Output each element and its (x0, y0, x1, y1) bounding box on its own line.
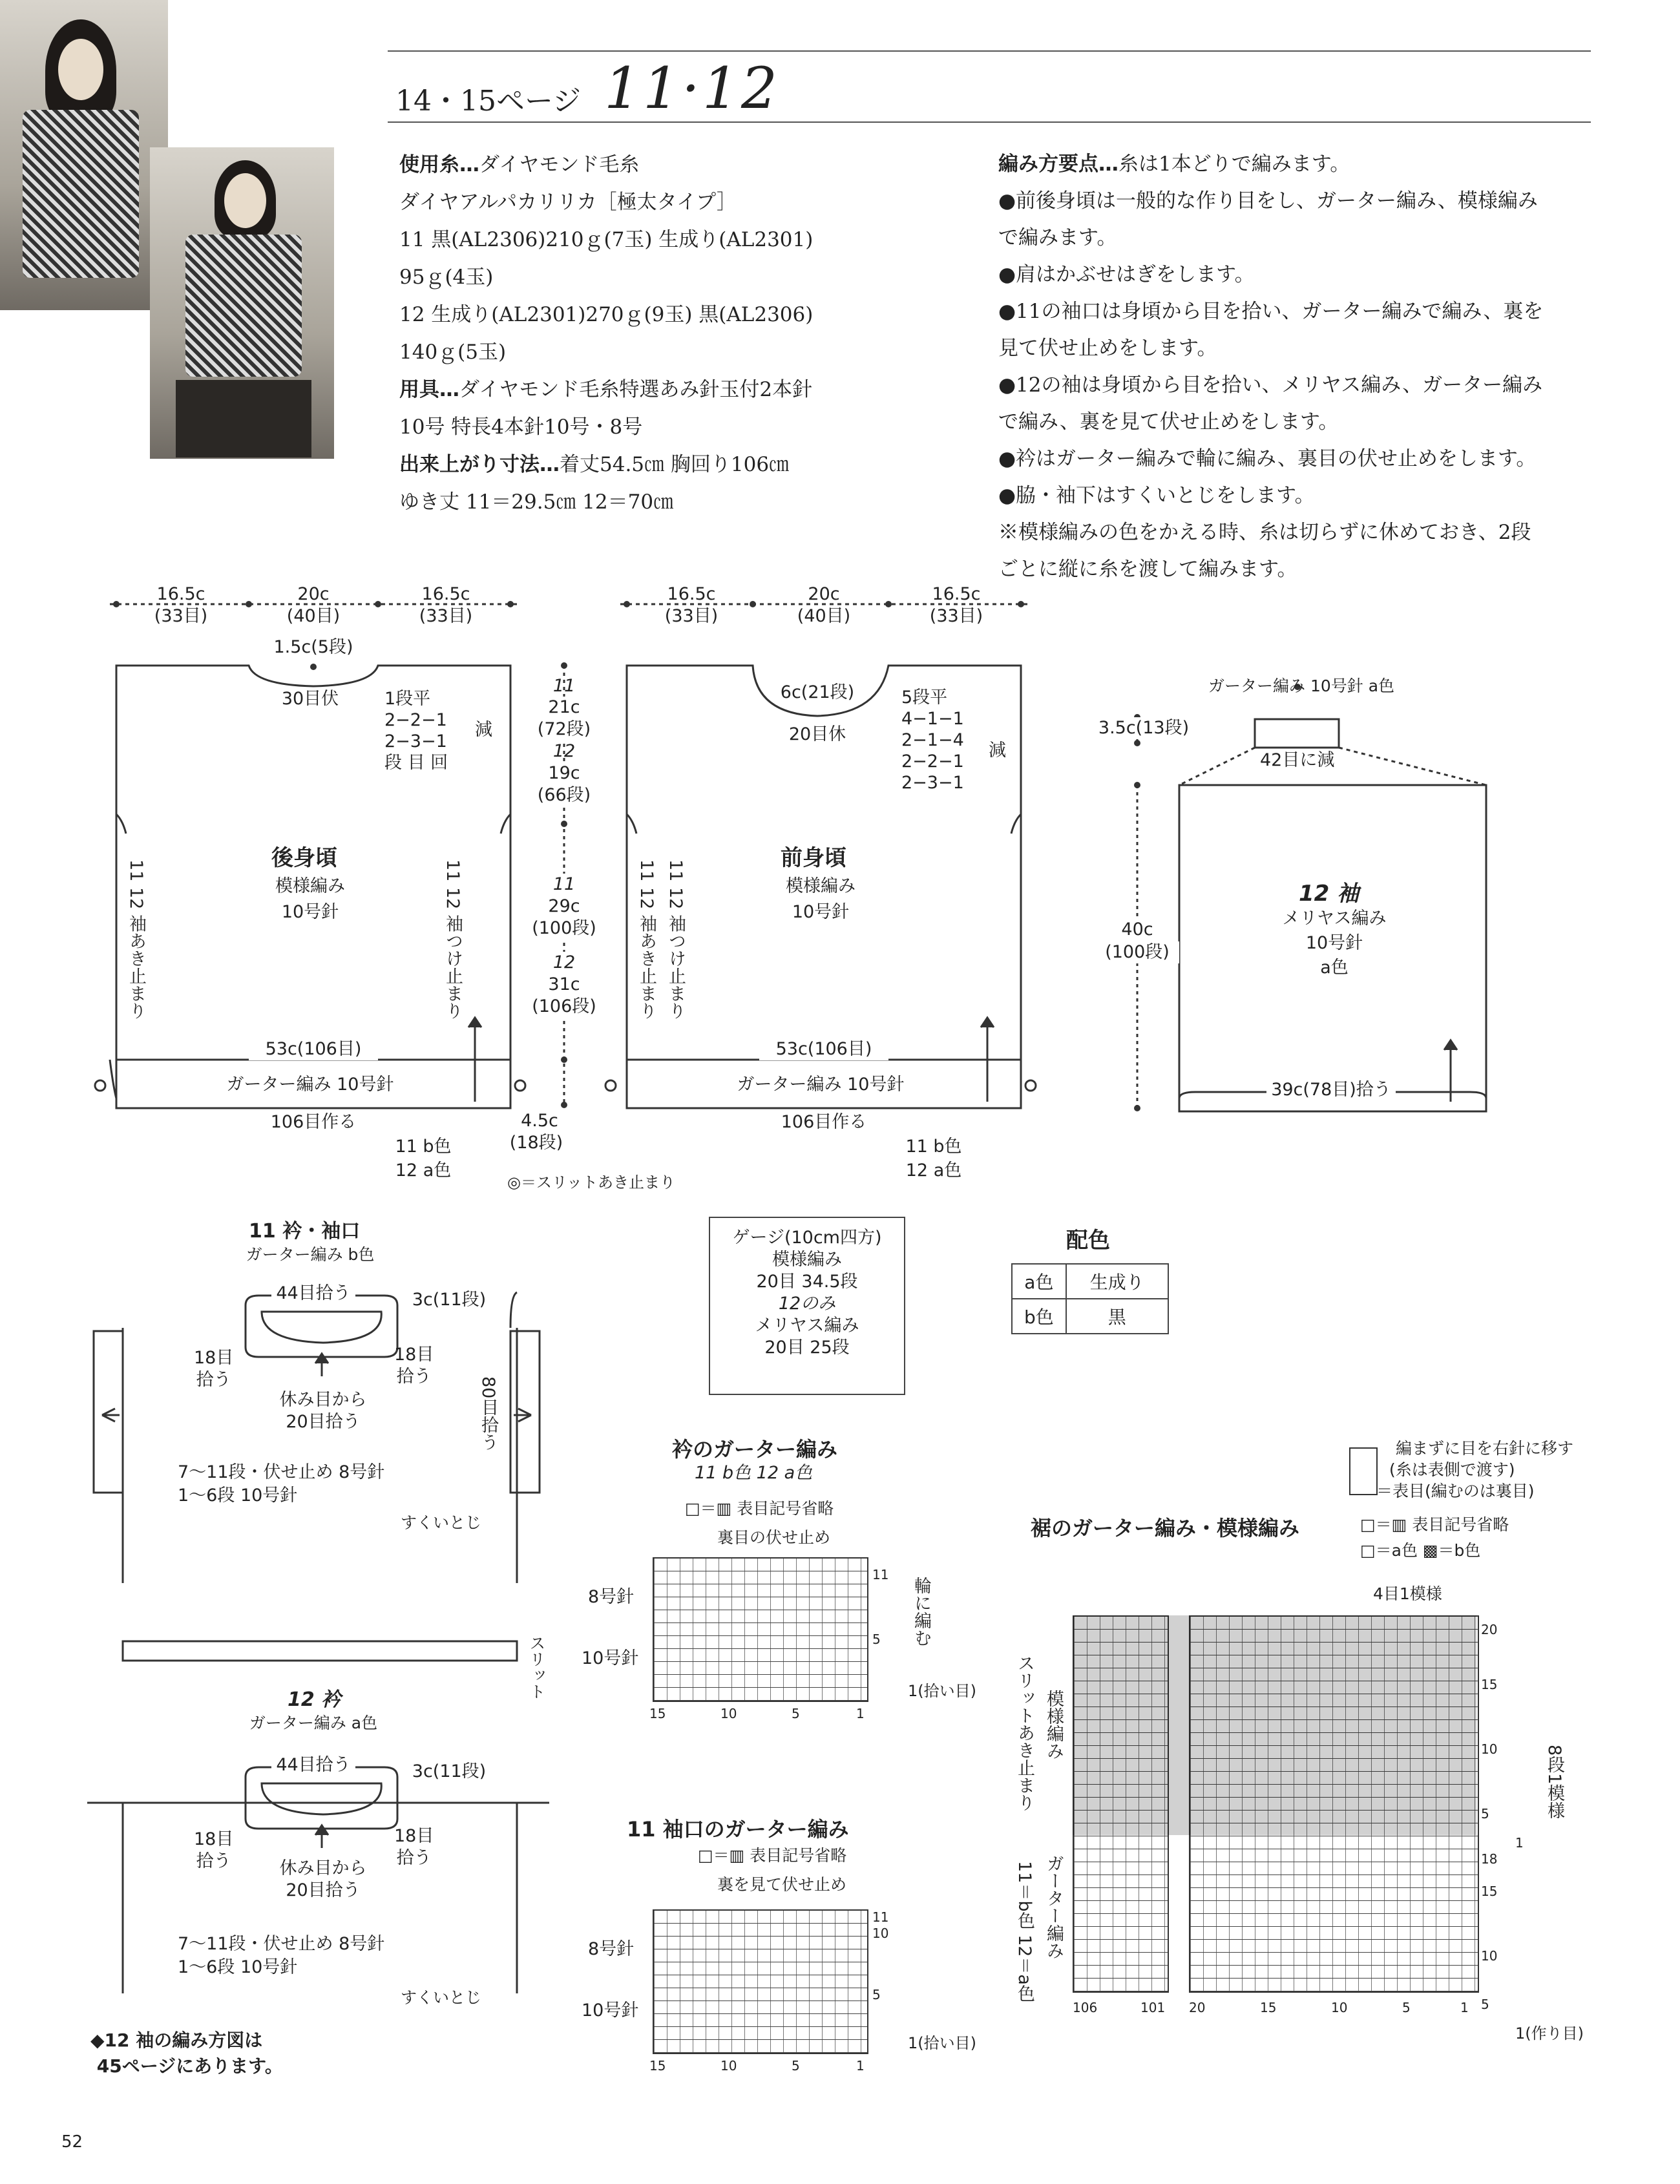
front-decrease: 5段平 4−1−1 2−1−4 2−2−1 2−3−1 (901, 688, 964, 793)
mid-band-rows: (18段) (509, 1133, 563, 1153)
cuff-chart-row10: 10 (872, 1926, 889, 1941)
sleeve-cuff-decrease: 42目に減 (1260, 750, 1335, 770)
hem-col5: 5 (1402, 2000, 1411, 2015)
mid-value-19c: 19c (533, 762, 595, 784)
collar-chart-row5: 5 (872, 1632, 881, 1647)
hem-slip-note2: (糸は表側で渡す) (1389, 1460, 1515, 1479)
hem-row18: 18 (1481, 1851, 1498, 1867)
hem-row20: 20 (1481, 1622, 1498, 1637)
hem-row1: 1 (1515, 1835, 1524, 1851)
gauge-box (709, 1217, 905, 1395)
page-reference: 14・15ページ (395, 85, 582, 118)
collar12-center: 休み目から 20目拾う (279, 1858, 367, 1900)
table-cell: a色 (1012, 1264, 1066, 1299)
sleeve-pickup: 39c(78目)拾う (1266, 1079, 1396, 1101)
hem-legend2: □＝a色 ▩＝b色 (1360, 1541, 1481, 1560)
back-dim-left: 16.5c (33目) (154, 584, 208, 626)
sleeve-stitch: メリヤス編み (1282, 908, 1387, 929)
knitting-points: 編み方要点…糸は1本どりで編みます。 ●前後身頃は一般的な作り目をし、ガーター編み、模様編み で編みます。 ●肩はかぶせはぎをします。 ●11の袖口は身頃から目を拾い、ガーター編みで編み、裏を 見て伏せ止めをします。 ●12の袖は身頃から目を拾い、メリヤス編み、ガーター編み で編み、裏を見て伏せ止めをします。 ●衿はガーター編みで輪に編み、裏目の伏せ止めをします。 ●脇・袖下はすくいとじをします。 ※模様編みの色をかえる時、糸は切らずに休めておき、2段 ごとに縦に糸を渡して編みます。 (998, 152, 1544, 581)
cuff-chart-pick: 1(拾い目) (908, 2034, 976, 2052)
hem-row15: 15 (1481, 1677, 1498, 1692)
collar11-seam: すくいとじ (401, 1513, 482, 1532)
table-cell: b色 (1012, 1299, 1066, 1334)
collar-chart-grid (653, 1557, 868, 1702)
cuff-chart-col1: 1 (856, 2058, 865, 2074)
sleeve-cuff-label: ガーター編み 10号針 a色 (1208, 677, 1395, 695)
slip-stitch-symbol (1349, 1447, 1378, 1495)
table-row (1012, 1264, 1168, 1299)
mid-rows-66: (66段) (527, 784, 602, 806)
collar-chart-row11: 11 (872, 1567, 889, 1582)
collar-chart-title: 衿のガーター編み (672, 1437, 838, 1462)
collar-chart-col1: 1 (856, 1706, 865, 1721)
gauge-stitch2: メリヤス編み (755, 1316, 859, 1336)
collar11-rows1: 7〜11段・伏せ止め 8号針 (178, 1462, 385, 1482)
sleeve-needle: 10号針 (1305, 933, 1363, 953)
cuff-chart-row5: 5 (872, 1987, 881, 2002)
back-neck-depth: 1.5c(5段) (273, 637, 353, 657)
mid-label-11b: 11 (543, 874, 585, 896)
sleeve-color: a色 (1320, 958, 1349, 978)
collar11-sub: ガーター編み b色 (246, 1245, 375, 1264)
front-color-11: 11 b色 (905, 1137, 962, 1157)
hem-slip-note3: ＝表目(編むのは裏目) (1376, 1482, 1535, 1500)
collar-chart-pick: 1(拾い目) (908, 1682, 976, 1700)
front-dim-center: 20c (40目) (797, 584, 851, 626)
back-slit-label-right: 11 12 袖つけ止まり (443, 859, 463, 1020)
back-color-11: 11 b色 (395, 1137, 452, 1157)
back-width: 53c(106目) (249, 1038, 378, 1060)
hem-cast-on: 1(作り目) (1515, 2024, 1584, 2042)
cuff-chart-legend: □＝▥ 表目記号省略 (698, 1846, 847, 1865)
item-number: 11·12 (604, 55, 780, 121)
hem-col101: 101 (1140, 2000, 1166, 2015)
hem-repeat: 4目1模様 (1373, 1584, 1442, 1603)
cuff-chart-needle10: 10号針 (582, 2000, 639, 2021)
mid-rows-106: (106段) (523, 996, 605, 1018)
front-decrease-label: 減 (989, 740, 1006, 761)
hem-row10: 10 (1481, 1741, 1498, 1757)
hem-col106: 106 (1073, 2000, 1098, 2015)
material-line: 140ｇ(5玉) (399, 341, 507, 364)
hem-legend1: □＝▥ 表目記号省略 (1360, 1515, 1509, 1534)
collar11-depth: 3c(11段) (412, 1290, 487, 1310)
hem-chart-title: 裾のガーター編み・模様編み (1031, 1516, 1300, 1540)
collar12-rows2: 1〜6段 10号針 (178, 1957, 298, 1977)
front-cast-on: 106目作る (772, 1111, 876, 1133)
mid-rows-72: (72段) (527, 719, 602, 740)
back-band: ガーター編み 10号針 (226, 1075, 394, 1095)
material-line: 使用糸…ダイヤモンド毛糸 (399, 153, 640, 176)
hem-side-colors: 11＝b色 12＝a色 (1014, 1861, 1034, 2002)
collar12-seam: すくいとじ (401, 1988, 482, 2007)
collar11-right: 18目 拾う (394, 1345, 434, 1387)
back-needle: 10号針 (281, 902, 339, 922)
front-title: 前身頃 (781, 845, 846, 871)
material-line: 11 黒(AL2306)210ｇ(7玉) 生成り(AL2301) (399, 228, 814, 251)
collar12-depth: 3c(11段) (412, 1761, 487, 1781)
collar12-note: ◆12 袖の編み方図は 45ページにあります。 (90, 2030, 283, 2077)
page-number: 52 (61, 2132, 83, 2152)
cuff-chart-top: 裏を見て伏せ止め (717, 1875, 847, 1894)
hem-col20: 20 (1189, 2000, 1206, 2015)
material-line: 10号 特長4本針10号・8号 (399, 415, 643, 439)
gauge-value1: 20目 34.5段 (756, 1272, 858, 1292)
material-line: 95ｇ(4玉) (399, 266, 494, 289)
back-decrease: 1段平 2−2−1 2−3−1 段 目 回 (384, 689, 448, 773)
mid-label-12a: 12 (552, 741, 576, 761)
mid-rows-100: (100段) (523, 918, 605, 940)
back-title: 後身頃 (271, 845, 337, 871)
slit-note: ◎＝スリットあき止まり (507, 1173, 675, 1192)
hem-col1: 1 (1460, 2000, 1469, 2015)
material-line: ダイヤアルパカリリカ［極太タイプ］ (399, 191, 737, 214)
front-neck-depth: 6c(21段) (780, 682, 855, 702)
material-line: 出来上がり寸法…着丈54.5㎝ 胸回り106㎝ (399, 453, 790, 476)
front-dim-right: 16.5c (33目) (929, 584, 983, 626)
front-needle: 10号針 (792, 902, 850, 922)
hem-side-slit: スリットあき止まり (1014, 1654, 1034, 1811)
hem-row15b: 15 (1481, 1884, 1498, 1899)
back-cast-on: 106目作る (262, 1111, 365, 1133)
table-row (1012, 1299, 1168, 1334)
sleeve-length-rows: (100段) (1095, 941, 1179, 963)
collar-chart-legend: □＝▥ 表目記号省略 (685, 1499, 834, 1518)
cuff-chart-needle8: 8号針 (588, 1939, 635, 1959)
back-decrease-label: 減 (475, 720, 492, 740)
cuff-chart-col15: 15 (649, 2058, 666, 2074)
collar11-slit: スリット (527, 1635, 546, 1699)
mid-value-21c: 21c (533, 697, 595, 719)
front-stitch: 模様編み (786, 876, 856, 896)
collar11-title: 11 衿・袖口 (249, 1220, 361, 1243)
hem-row5b: 5 (1481, 1997, 1489, 2012)
gauge-only12: 12のみ (778, 1294, 836, 1314)
mid-label-12b: 12 (543, 952, 585, 974)
collar-chart-col15: 15 (649, 1706, 666, 1721)
sleeve-cuff-rows: 3.5c(13段) (1089, 717, 1199, 739)
collar11-rows2: 1〜6段 10号針 (178, 1486, 298, 1506)
hem-col10: 10 (1331, 2000, 1348, 2015)
collar12-rows1: 7〜11段・伏せ止め 8号針 (178, 1934, 385, 1954)
collar12-sub: ガーター編み a色 (249, 1714, 378, 1732)
collar11-sleeve-pick: 80目拾う (478, 1376, 498, 1451)
hem-col15: 15 (1260, 2000, 1277, 2015)
collar-chart-needle10: 10号針 (582, 1648, 639, 1668)
material-line: 用具…ダイヤモンド毛糸特選あみ針玉付2本針 (399, 378, 813, 401)
cuff-chart-col5: 5 (792, 2058, 800, 2074)
hem-shade-band (1073, 1615, 1476, 1835)
back-dim-center: 20c (40目) (286, 584, 341, 626)
front-color-12: 12 a色 (905, 1160, 962, 1181)
front-band: ガーター編み 10号針 (737, 1075, 905, 1095)
collar11-top: 44目拾う (271, 1283, 355, 1305)
mid-band-height: 4.5c (521, 1111, 558, 1131)
material-line: ゆき丈 11＝29.5㎝ 12＝70㎝ (399, 490, 674, 514)
hem-row5: 5 (1481, 1806, 1489, 1822)
collar11-left: 18目 拾う (194, 1348, 234, 1390)
front-bind-off: 20目休 (788, 724, 846, 744)
cuff-chart-row11: 11 (872, 1909, 889, 1925)
hem-repeat-rows: 8段1模様 (1544, 1745, 1564, 1820)
collar12-title: 12 衿 (288, 1688, 341, 1711)
cuff-chart-grid (653, 1909, 868, 2054)
hem-side-pattern: 模様編み (1044, 1690, 1064, 1759)
mid-value-31c: 31c (533, 974, 595, 996)
collar-chart-col5: 5 (792, 1706, 800, 1721)
hem-slip-note1: 編まずに目を右針に移す (1396, 1439, 1574, 1458)
sleeve-length: 40c (1108, 919, 1166, 941)
color-table-title: 配色 (1066, 1228, 1110, 1254)
cuff-chart-col10: 10 (720, 2058, 737, 2074)
color-table (1011, 1263, 1169, 1334)
gauge-value2: 20目 25段 (764, 1338, 850, 1358)
collar11-center: 休み目から 20目拾う (279, 1390, 367, 1432)
back-dim-right: 16.5c (33目) (419, 584, 473, 626)
back-bind-off: 30目伏 (281, 689, 339, 709)
material-line: 12 生成り(AL2301)270ｇ(9玉) 黒(AL2306) (399, 303, 814, 326)
sleeve-title: 12 袖 (1299, 881, 1360, 907)
hem-row10b: 10 (1481, 1948, 1498, 1964)
gauge-stitch1: 模様編み (772, 1250, 842, 1270)
collar-chart-sub: 11 b色 12 a色 (695, 1463, 813, 1483)
cuff-chart-title: 11 袖口のガーター編み (627, 1817, 849, 1842)
front-dim-left: 16.5c (33目) (664, 584, 719, 626)
back-stitch: 模様編み (275, 876, 345, 896)
front-slit-label-left: 11 12 袖あき止まり (636, 859, 656, 1020)
front-width: 53c(106目) (759, 1038, 888, 1060)
hem-side-garter: ガーター編み (1044, 1854, 1064, 1959)
table-cell: 黒 (1066, 1299, 1168, 1334)
collar12-right: 18目 拾う (394, 1826, 434, 1868)
table-cell: 生成り (1066, 1264, 1168, 1299)
back-color-12: 12 a色 (395, 1160, 452, 1181)
front-slit-label-right: 11 12 袖つけ止まり (666, 859, 686, 1020)
mid-value-29c: 29c (533, 896, 595, 918)
mid-label-11a: 11 (552, 676, 576, 696)
collar-chart-round: 輪に編む (911, 1577, 931, 1646)
collar-chart-col10: 10 (720, 1706, 737, 1721)
collar12-top: 44目拾う (271, 1754, 355, 1776)
collar-chart-top: 裏目の伏せ止め (717, 1528, 831, 1547)
back-slit-label-left: 11 12 袖あき止まり (126, 859, 146, 1020)
collar12-left: 18目 拾う (194, 1829, 234, 1871)
collar-chart-needle8: 8号針 (588, 1587, 635, 1607)
gauge-title: ゲージ(10cm四方) (732, 1228, 882, 1248)
